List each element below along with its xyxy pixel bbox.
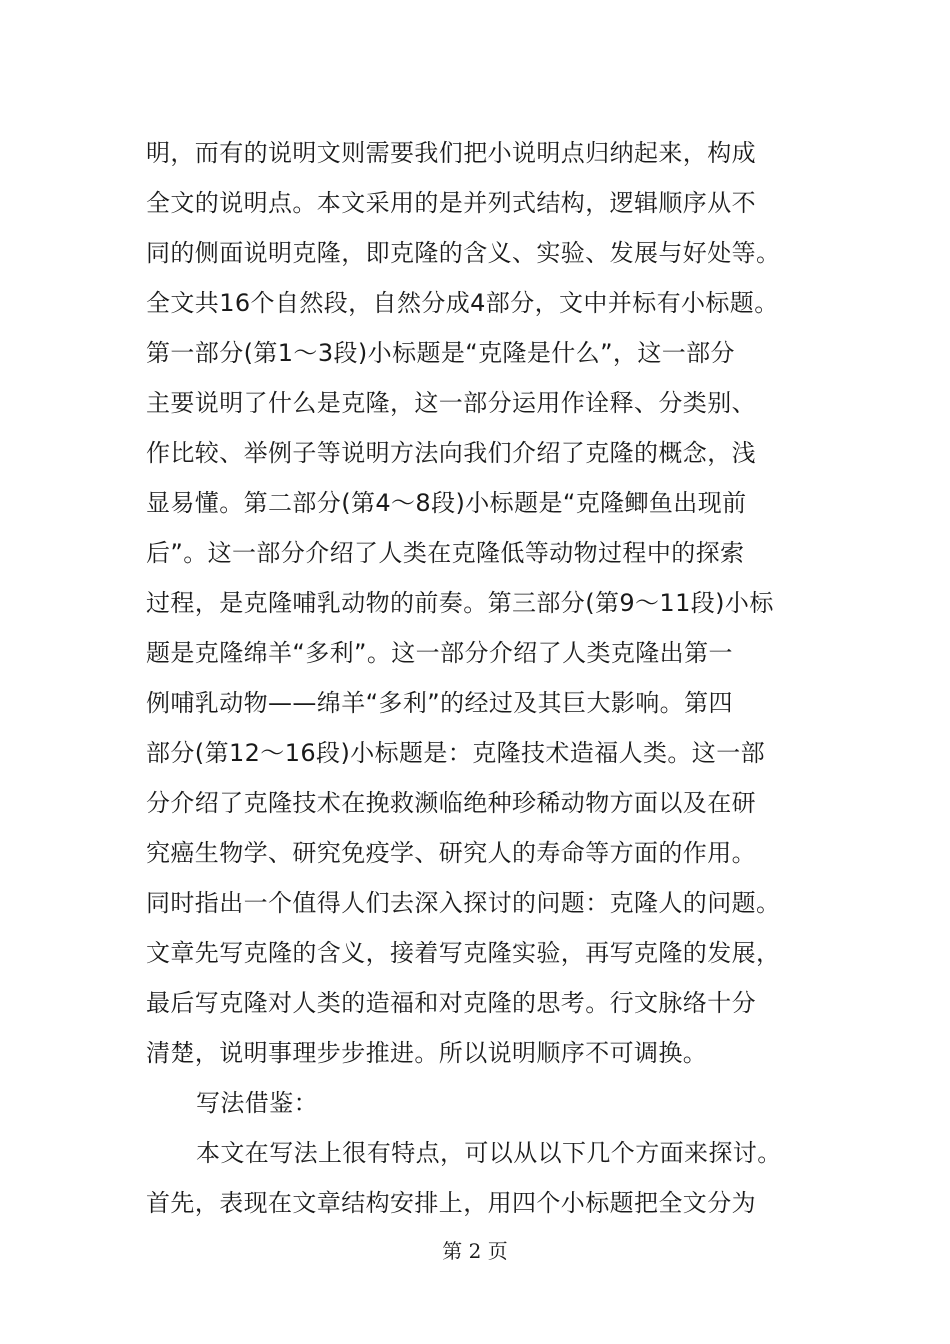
text-line: 第一部分(第1～3段)小标题是“克隆是什么”，这一部分 — [146, 339, 735, 367]
page-number: 第 2 页 — [442, 1239, 508, 1263]
text-line: 最后写克隆对人类的造福和对克隆的思考。行文脉络十分 — [146, 989, 756, 1017]
text-line: 题是克隆绵羊“多利”。这一部分介绍了人类克隆出第一 — [146, 639, 733, 667]
section-heading: 写法借鉴： — [196, 1089, 318, 1117]
text-line: 文章先写克隆的含义，接着写克隆实验，再写克隆的发展， — [146, 939, 781, 967]
body-text — [146, 128, 816, 1228]
text-line: 明，而有的说明文则需要我们把小说明点归纳起来，构成 — [146, 139, 756, 167]
text-line: 部分(第12～16段)小标题是：克隆技术造福人类。这一部 — [146, 739, 766, 767]
text-line: 后”。这一部分介绍了人类在克隆低等动物过程中的探索 — [146, 539, 745, 567]
text-line: 全文的说明点。本文采用的是并列式结构，逻辑顺序从不 — [146, 189, 756, 217]
text-line: 清楚，说明事理步步推进。所以说明顺序不可调换。 — [146, 1039, 708, 1067]
text-line: 显易懂。第二部分(第4～8段)小标题是“克隆鲫鱼出现前 — [146, 489, 747, 517]
text-line: 首先，表现在文章结构安排上，用四个小标题把全文分为 — [146, 1189, 756, 1217]
text-line: 作比较、举例子等说明方法向我们介绍了克隆的概念，浅 — [146, 439, 756, 467]
text-line: 例哺乳动物——绵羊“多利”的经过及其巨大影响。第四 — [146, 689, 733, 717]
text-line: 分介绍了克隆技术在挽救濒临绝种珍稀动物方面以及在研 — [146, 789, 756, 817]
text-line: 全文共16个自然段，自然分成4部分，文中并标有小标题。 — [146, 289, 779, 317]
text-line: 本文在写法上很有特点，可以从以下几个方面来探讨。 — [196, 1139, 782, 1167]
text-line: 过程，是克隆哺乳动物的前奏。第三部分(第9～11段)小标 — [146, 589, 774, 617]
text-line: 同的侧面说明克隆，即克隆的含义、实验、发展与好处等。 — [146, 239, 781, 267]
text-line: 究癌生物学、研究免疫学、研究人的寿命等方面的作用。 — [146, 839, 756, 867]
text-line: 同时指出一个值得人们去深入探讨的问题：克隆人的问题。 — [146, 889, 781, 917]
text-line: 主要说明了什么是克隆，这一部分运用作诠释、分类别、 — [146, 389, 756, 417]
